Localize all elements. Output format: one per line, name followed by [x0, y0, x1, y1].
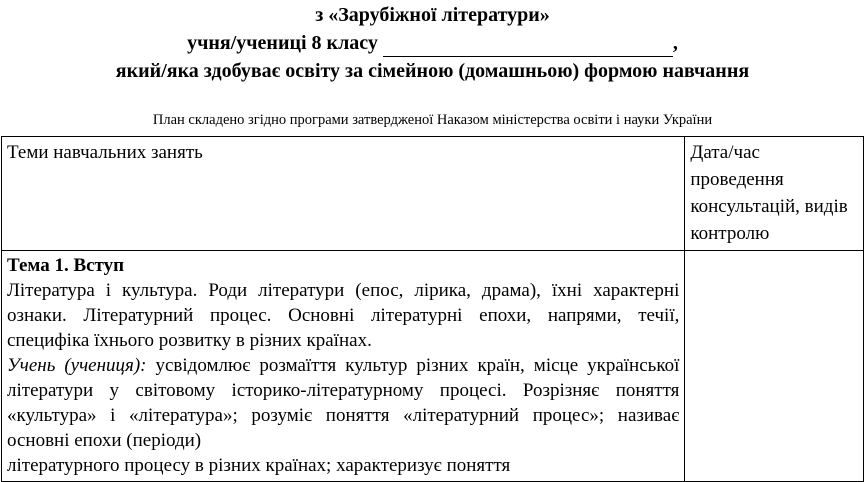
topic-outcomes-lead: Учень (учениця):	[7, 355, 147, 376]
header-student-line	[8, 30, 857, 57]
table-row	[2, 251, 864, 482]
table-header-cell-date	[685, 137, 864, 251]
date-cell[interactable]	[685, 251, 864, 482]
document-header	[0, 2, 865, 85]
table-header-date-label: Дата/час проведення консультацій, видів контролю	[690, 142, 848, 244]
header-title-subject: з «Зарубіжної літератури»	[315, 4, 550, 26]
lesson-plan-table	[1, 136, 864, 482]
table-header-topics-label: Теми навчальних занять	[7, 142, 203, 163]
table-header-row	[2, 137, 864, 251]
topic-title: Тема 1. Вступ	[7, 255, 125, 276]
header-student-suffix: ,	[672, 32, 678, 54]
student-name-blank[interactable]	[383, 37, 673, 57]
topic-description: Література і культура. Роди літератури (епос, лірика, драма), їхні характерні ознаки. Літературний процес. Основні літературні епохи, напрями, течії, специфіка їхнього розвитку в різних країнах.	[7, 280, 680, 351]
program-note: План складено згідно програми затвердженої Наказом міністерства освіти і науки України	[152, 112, 713, 128]
header-education-form-line: який/яка здобуває освіту за сімейною (домашньою) формою навчання	[115, 60, 750, 82]
topic-outcomes-continued: літературного процесу в різних країнах; характеризує поняття	[7, 455, 511, 476]
table-header-cell-topics	[2, 137, 685, 251]
topic-cell	[2, 251, 685, 482]
topic-outcomes	[7, 353, 679, 453]
topic-outcomes-text: усвідомлює розмаїття культур різних країн, місце української літератури у світовому історико-літературному процесі. Розрізняє поняття «культура» і «література»; розуміє поняття «літературний процес»; називає основні епохи (періоди)	[7, 355, 680, 451]
document-page	[0, 2, 865, 476]
header-student-prefix: учня/учениці 8 класу	[187, 32, 383, 54]
